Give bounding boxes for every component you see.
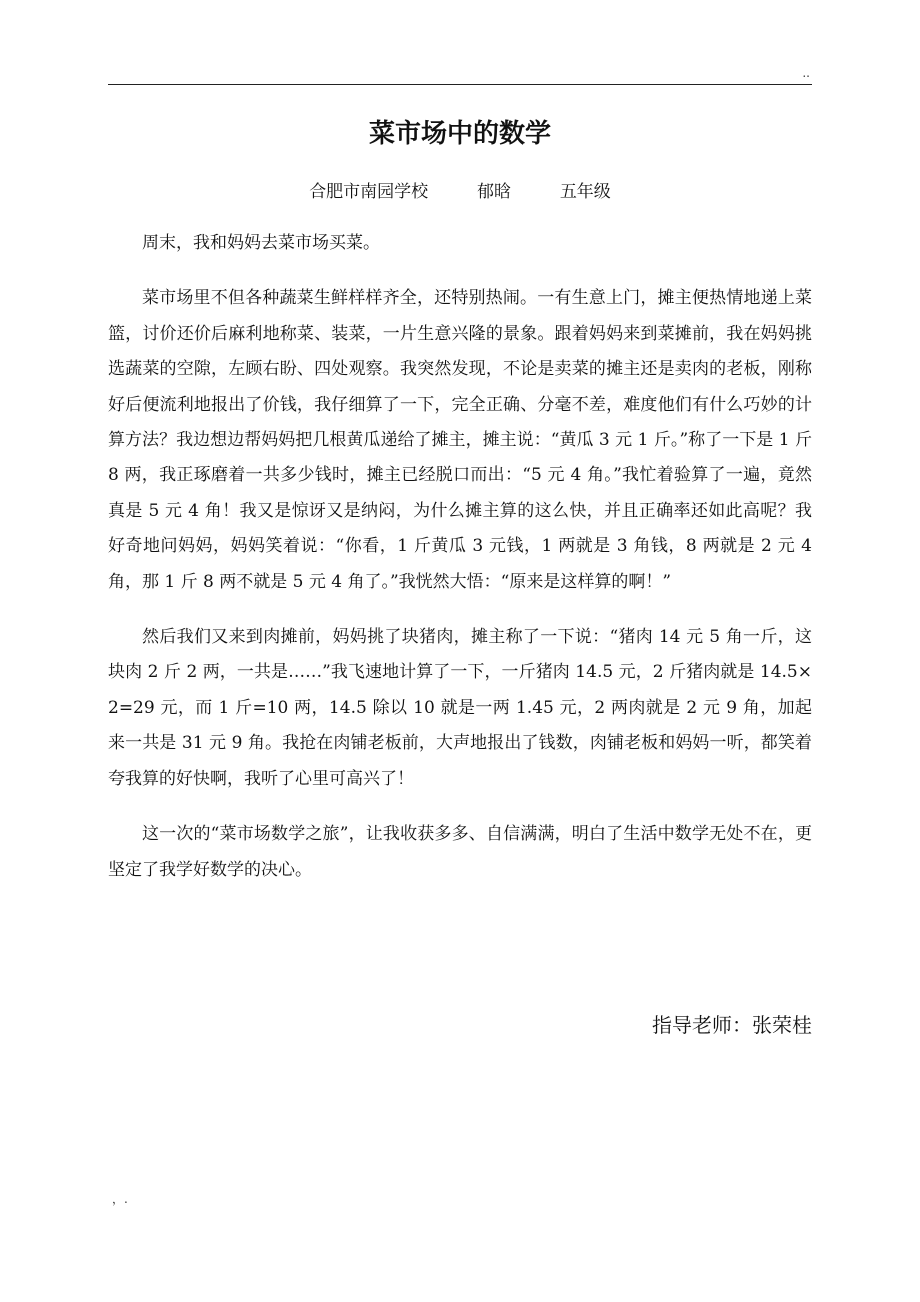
byline-grade: 五年级: [559, 182, 611, 202]
byline-school: 合肥市南园学校: [309, 182, 429, 202]
essay-body: [108, 226, 812, 908]
header-mark: ..: [802, 66, 810, 80]
paragraph: 然后我们又来到肉摊前，妈妈挑了块猪肉，摊主称了一下说：“猪肉 14 元 5 角一斤，这块肉 2 斤 2 两，一共是……”我飞速地计算了一下，一斤猪肉 14.5 元，2 斤猪肉就是 14.5×2=29 元，而 1 斤=10 两，14.5 除以 10 就是一两 1.45 元，2 两肉就是 2 元 9 角，加起来一共是 31 元 9 角。我抢在肉铺老板前，大声地报出了钱数，肉铺老板和妈妈一听，都笑着夸我算的好快啊，我听了心里可高兴了！: [108, 627, 812, 789]
byline: [108, 180, 812, 204]
page-title: 菜市场中的数学: [368, 119, 551, 149]
footer-mark: ，.: [112, 1192, 128, 1206]
header-rule: [108, 84, 812, 85]
paragraph: 这一次的“菜市场数学之旅”，让我收获多多、自信满满，明白了生活中数学无处不在，更坚定了我学好数学的决心。: [108, 824, 812, 880]
paragraph: 周末，我和妈妈去菜市场买菜。: [142, 233, 380, 253]
byline-author: 郁晗: [477, 182, 511, 202]
advisor-signature: 指导老师：张荣桂: [652, 1013, 812, 1037]
paragraph: 菜市场里不但各种蔬菜生鲜样样齐全，还特别热闹。一有生意上门，摊主便热情地递上菜篮，讨价还价后麻利地称菜、装菜，一片生意兴隆的景象。跟着妈妈来到菜摊前，我在妈妈挑选蔬菜的空隙，左顾右盼、四处观察。我突然发现，不论是卖菜的摊主还是卖肉的老板，刚称好后便流利地报出了价钱，我仔细算了一下，完全正确、分毫不差，难度他们有什么巧妙的计算方法？我边想边帮妈妈把几根黄瓜递给了摊主，摊主说：“黄瓜 3 元 1 斤。”称了一下是 1 斤 8 两，我正琢磨着一共多少钱时，摊主已经脱口而出：“5 元 4 角。”我忙着验算了一遍，竟然真是 5 元 4 角！我又是惊讶又是纳闷，为什么摊主算的这么快，并且正确率还如此高呢？我好奇地问妈妈，妈妈笑着说：“你看，1 斤黄瓜 3 元钱，1 两就是 3 角钱，8 两就是 2 元 4 角，那 1 斤 8 两不就是 5 元 4 角了。”我恍然大悟：“原来是这样算的啊！”: [108, 288, 812, 592]
